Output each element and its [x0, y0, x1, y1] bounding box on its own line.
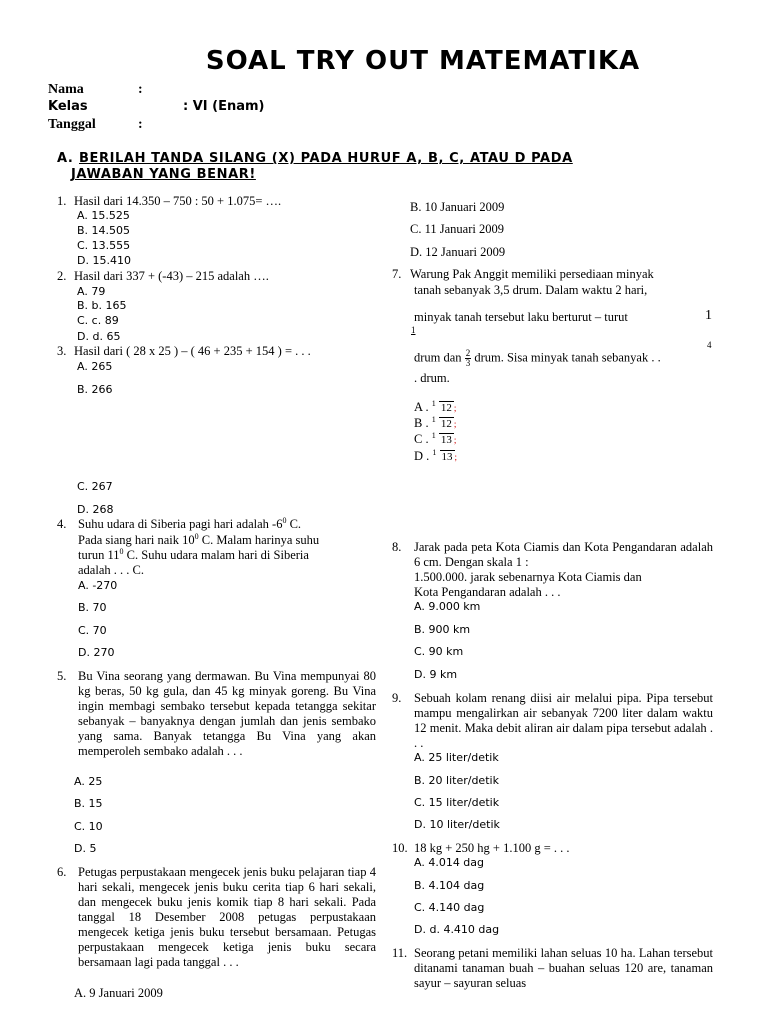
q7-fraction: $\frac{2}{3}$: [465, 348, 471, 368]
q7-option-d: D . $^1$ 13 ;: [414, 447, 458, 463]
q2-option-b: B. b. 165: [77, 299, 127, 312]
q3-option-c: C. 267: [77, 480, 113, 493]
q8-option-b: B. 900 km: [414, 623, 471, 636]
q4-option-d: D. 270: [78, 646, 115, 659]
q1-option-b: B. 14.505: [77, 224, 131, 237]
q7-line5: . drum.: [414, 371, 450, 385]
section-instruction-line2: JAWABAN YANG BENAR!: [71, 167, 256, 182]
q7-line2: tanah sebanyak 3,5 drum. Dalam waktu 2 hari,: [414, 283, 648, 297]
nama-label: Nama: [48, 82, 84, 97]
q1-option-c: C. 13.555: [77, 239, 131, 252]
q3-option-a: A. 265: [77, 360, 113, 373]
nama-colon: :: [138, 82, 143, 97]
q11-text: Seorang petani memiliki lahan seluas 10 ha. Lahan tersebut ditanami tanaman buah – buahan seluas 120 are, tanaman sayur – sayuran seluas: [414, 946, 713, 990]
q10-option-d: D. d. 4.410 dag: [414, 923, 500, 936]
q6-option-c: C. 11 Januari 2009: [410, 222, 504, 236]
q3-option-b: B. 266: [77, 383, 113, 396]
q10-text: 18 kg + 250 hg + 1.100 g = . . .: [414, 841, 570, 855]
q8-text: Jarak pada peta Kota Ciamis dan Kota Pengandaran adalah 6 cm. Dengan skala 1 :: [414, 540, 713, 569]
tanggal-label: Tanggal: [48, 117, 96, 132]
q4-line4: adalah . . . C.: [78, 563, 144, 577]
q5-option-d: D. 5: [74, 842, 97, 855]
q2-option-a: A. 79: [77, 285, 106, 298]
q8-number: 8.: [392, 540, 402, 554]
page-title: SOAL TRY OUT MATEMATIKA: [205, 46, 641, 76]
q8-option-c: C. 90 km: [414, 645, 464, 658]
kelas-value: : VI (Enam): [183, 99, 265, 114]
q9-number: 9.: [392, 691, 402, 705]
q3-option-d: D. 268: [77, 503, 114, 516]
q5-option-a: A. 25: [74, 775, 103, 788]
q4-line1: Suhu udara di Siberia pagi hari adalah $-6^0$ C.: [78, 515, 302, 531]
q6-option-d: D. 12 Januari 2009: [410, 245, 506, 259]
q5-text: Bu Vina seorang yang dermawan. Bu Vina mempunyai 80 kg beras, 50 kg gula, dan 45 kg minyak goreng. Bu Vina ingin membagi sembako tersebut kepada tetangga sekitar sebanyak – banyaknya dengan jumlah dan jenis sembako yang sama. Banyak tetangga Bu Vina yang akan memperoleh sembako adalah . . .: [78, 669, 376, 758]
q6-option-b: B. 10 Januari 2009: [410, 200, 505, 214]
q8-option-d: D. 9 km: [414, 668, 458, 681]
q7-option-a: A . $^1$ 12 ;: [414, 398, 457, 414]
q7-fraction-whole: 1: [705, 308, 712, 323]
section-letter: A.: [57, 151, 74, 166]
section-instruction-line1: BERILAH TANDA SILANG (X) PADA HURUF A, B, C, ATAU D PADA: [79, 151, 573, 166]
q9-option-c: C. 15 liter/detik: [414, 796, 500, 809]
q8-line3: 1.500.000. jarak sebenarnya Kota Ciamis dan: [414, 570, 642, 584]
q1-option-a: A. 15.525: [77, 209, 130, 222]
q6-number: 6.: [57, 865, 67, 879]
q3-number: 3.: [57, 344, 67, 358]
q7-line1: Warung Pak Anggit memiliki persediaan minyak: [410, 267, 654, 281]
q4-option-a: A. -270: [78, 579, 118, 592]
q3-text: Hasil dari ( 28 x 25 ) – ( 46 + 235 + 154 ) = . . .: [74, 344, 311, 358]
q6-option-a: A. 9 Januari 2009: [74, 986, 163, 1000]
q10-option-c: C. 4.140 dag: [414, 901, 485, 914]
tanggal-colon: :: [138, 117, 143, 132]
q6-text: Petugas perpustakaan mengecek jenis buku pelajaran tiap 4 hari sekali, mengecek jenis buku cerita tiap 6 hari sekali, dan mengecek buku jenis komik tiap 8 hari sekali. Pada tanggal 18 Desember 2008 petugas perpustakaan mengecek ketiga jenis buku tersebut bersamaan. Petugas perpustakaan mengecek ketiga jenis buku secara bersamaan lagi pada tanggal . . .: [78, 865, 376, 969]
q11-number: 11.: [392, 946, 408, 960]
q4-option-c: C. 70: [78, 624, 107, 637]
q10-option-b: B. 4.104 dag: [414, 879, 485, 892]
q9-option-a: A. 25 liter/detik: [414, 751, 499, 764]
q5-number: 5.: [57, 669, 67, 683]
q4-line3: turun $11^0$ C. Suhu udara malam hari di Siberia: [78, 546, 309, 562]
q2-option-c: C. c. 89: [77, 314, 119, 327]
q1-number: 1.: [57, 194, 67, 208]
q10-option-a: A. 4.014 dag: [414, 856, 485, 869]
q2-number: 2.: [57, 269, 67, 283]
q8-line4: Kota Pengandaran adalah . . .: [414, 585, 561, 599]
q2-option-d: D. d. 65: [77, 330, 121, 343]
q9-option-d: D. 10 liter/detik: [414, 818, 500, 831]
q10-number: 10.: [392, 841, 408, 855]
q5-option-c: C. 10: [74, 820, 103, 833]
q7-fraction-small: 1: [411, 325, 416, 335]
q7-option-b: B . $^1$ 12 ;: [414, 414, 457, 430]
q4-option-b: B. 70: [78, 601, 107, 614]
q2-text: Hasil dari 337 + (-43) – 215 adalah ….: [74, 269, 269, 283]
kelas-label: Kelas: [48, 99, 88, 114]
q5-option-b: B. 15: [74, 797, 103, 810]
q8-option-a: A. 9.000 km: [414, 600, 481, 613]
q7-line3: minyak tanah tersebut laku berturut – turut: [414, 310, 628, 324]
q7-number: 7.: [392, 267, 402, 281]
q7-fraction-denominator: 4: [707, 340, 712, 350]
q9-text: Sebuah kolam renang diisi air melalui pipa. Pipa tersebut mampu mengalirkan air sebanyak 7200 liter dalam waktu 12 menit. Maka debit aliran air dalam pipa tersebut adalah . . .: [414, 691, 713, 750]
q7-line4: drum dan $\frac{2}{3}$ drum. Sisa minyak tanah sebanyak . .: [414, 348, 661, 368]
q7-option-c: C . $^1$ 13 ;: [414, 430, 457, 446]
q4-line2: Pada siang hari naik $10^0$ C. Malam harinya suhu: [78, 531, 320, 547]
q9-option-b: B. 20 liter/detik: [414, 774, 499, 787]
q1-option-d: D. 15.410: [77, 254, 131, 267]
q1-text: Hasil dari 14.350 – 750 : 50 + 1.075= ….: [74, 194, 282, 208]
q4-number: 4.: [57, 517, 67, 531]
